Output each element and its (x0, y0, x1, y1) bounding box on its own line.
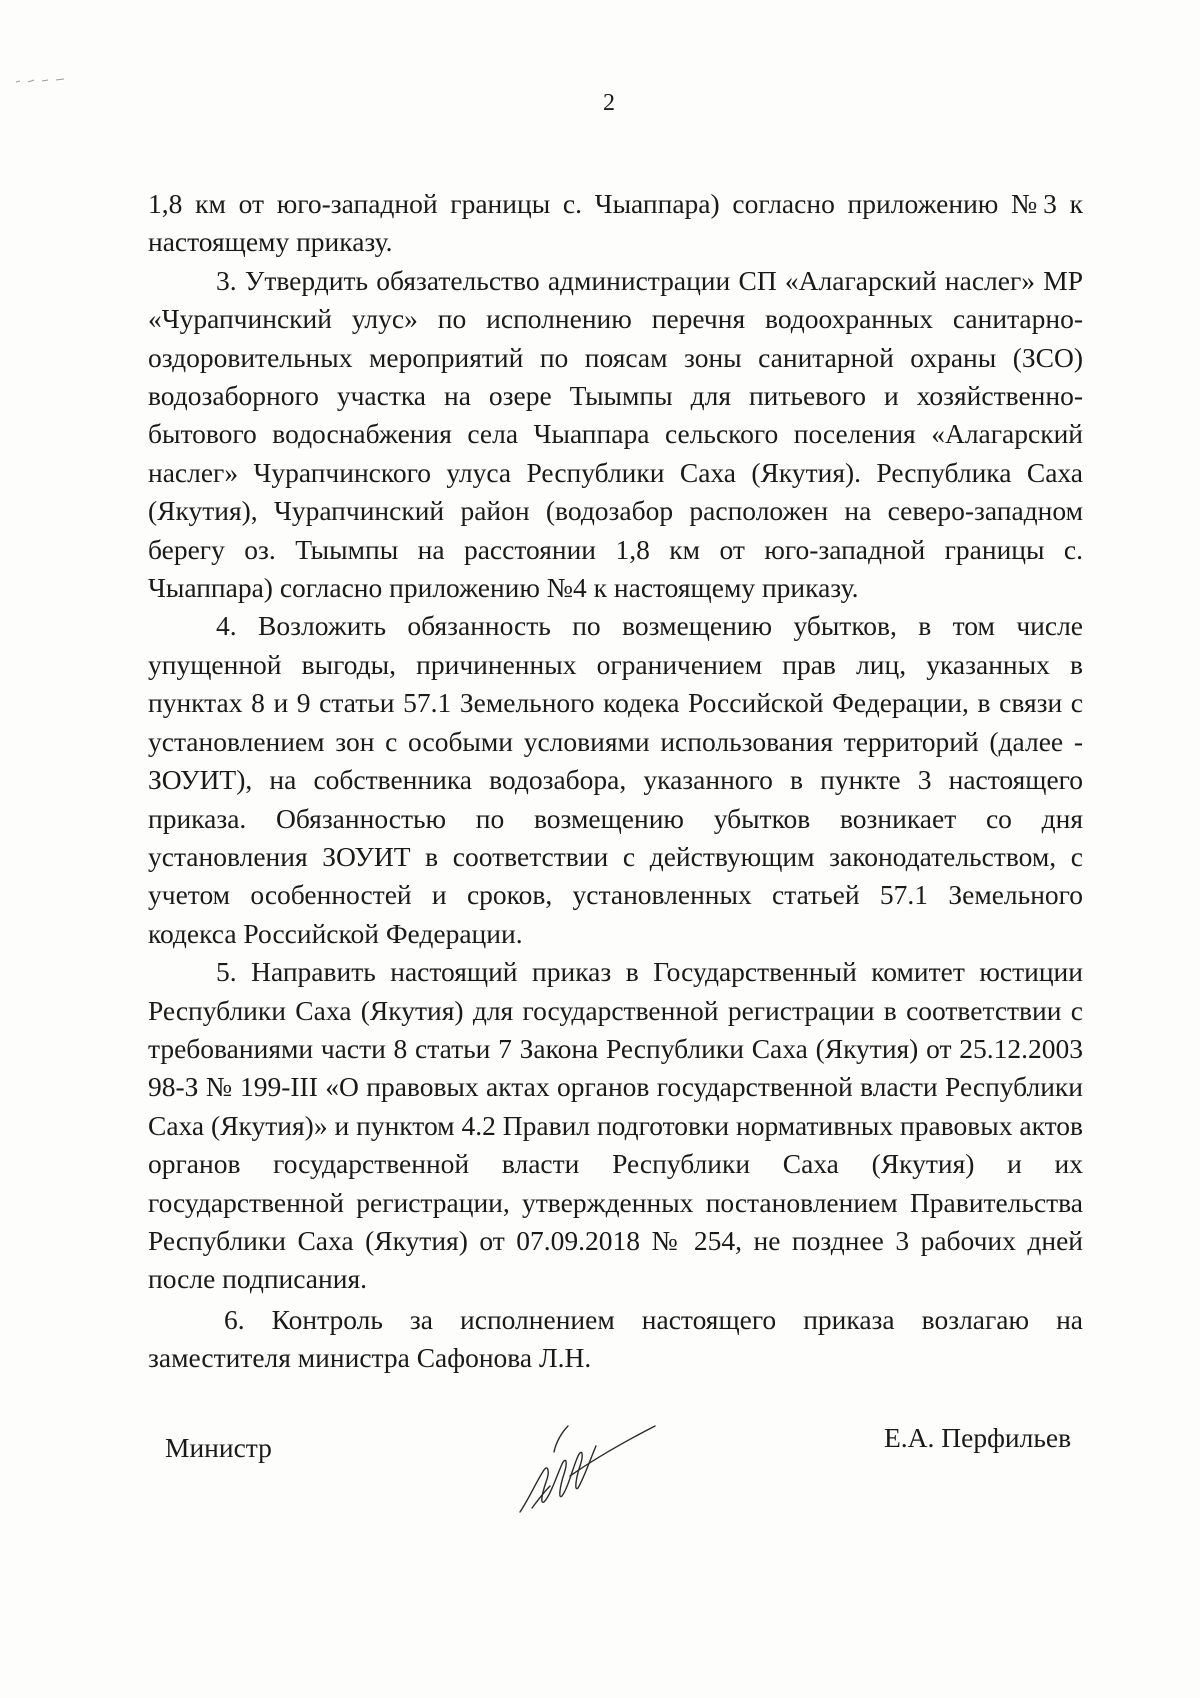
handwritten-signature-icon (510, 1412, 660, 1522)
signature-block (0, 1422, 1200, 1552)
paragraph-5: 5. Направить настоящий приказ в Государственный комитет юстиции Республики Саха (Якутия) для государственной регистрации в соответствии с требованиями части 8 статьи 7 Закона Республики Саха (Якутия) от 25.12.2003 98-З № 199-III «О правовых актах органов государственной власти Республики Саха (Якутия)» и пунктом 4.2 Правил подготовки нормативных правовых актов органов государственной власти Республики Саха (Якутия) и их государственной регистрации, утвержденных постановлением Правительства Республики Саха (Якутия) от 07.09.2018 № 254, не позднее 3 рабочих дней после подписания. (148, 956, 1083, 1295)
paragraph-3: 3. Утвердить обязательство администрации СП «Алагарский наслег» МР «Чурапчинский улус» по исполнению перечня водоохранных санитарно-оздоровительных мероприятий по поясам зоны санитарной охраны (ЗСО) водозаборного участка на озере Тыымпы для питьевого и хозяйственно-бытового водоснабжения села Чыаппара сельского поселения «Алагарский наслег» Чурапчинского улуса Республики Саха (Якутия). Республика Саха (Якутия), Чурапчинский район (водозабор расположен на северо-западном берегу оз. Тыымпы на расстоянии 1,8 км от юго-западной границы с. Чыаппара) согласно приложению №4 к настоящему приказу. (148, 264, 1083, 604)
scan-artifact-icon (14, 76, 74, 86)
paragraph-6: 6. Контроль за исполнением настоящего приказа возлагаю на заместителя министра Сафонова Л.Н. (148, 1303, 1083, 1374)
signatory-role: Министр (165, 1432, 272, 1463)
document-body (148, 185, 1083, 1378)
page-number: 2 (603, 90, 615, 116)
paragraph-4: 4. Возложить обязанность по возмещению убытков, в том числе упущенной выгоды, причиненных ограничением прав лиц, указанных в пунктах 8 и 9 статьи 57.1 Земельного кодека Российской Федерации, в связи с установлением зон с особыми условиями использования территорий (далее - ЗОУИТ), на собственника водозабора, указанного в пункте 3 настоящего приказа. Обязанностью по возмещению убытков возникает со дня установления ЗОУИТ в соответствии с действующим законодательством, с учетом особенностей и сроков, установленных статьей 57.1 Земельного кодекса Российской Федерации. (148, 610, 1083, 949)
paragraph-2-continuation: 1,8 км от юго-западной границы с. Чыаппара) согласно приложению №3 к настоящему приказу. (148, 188, 1083, 258)
signatory-name: Е.А. Перфильев (884, 1422, 1072, 1453)
